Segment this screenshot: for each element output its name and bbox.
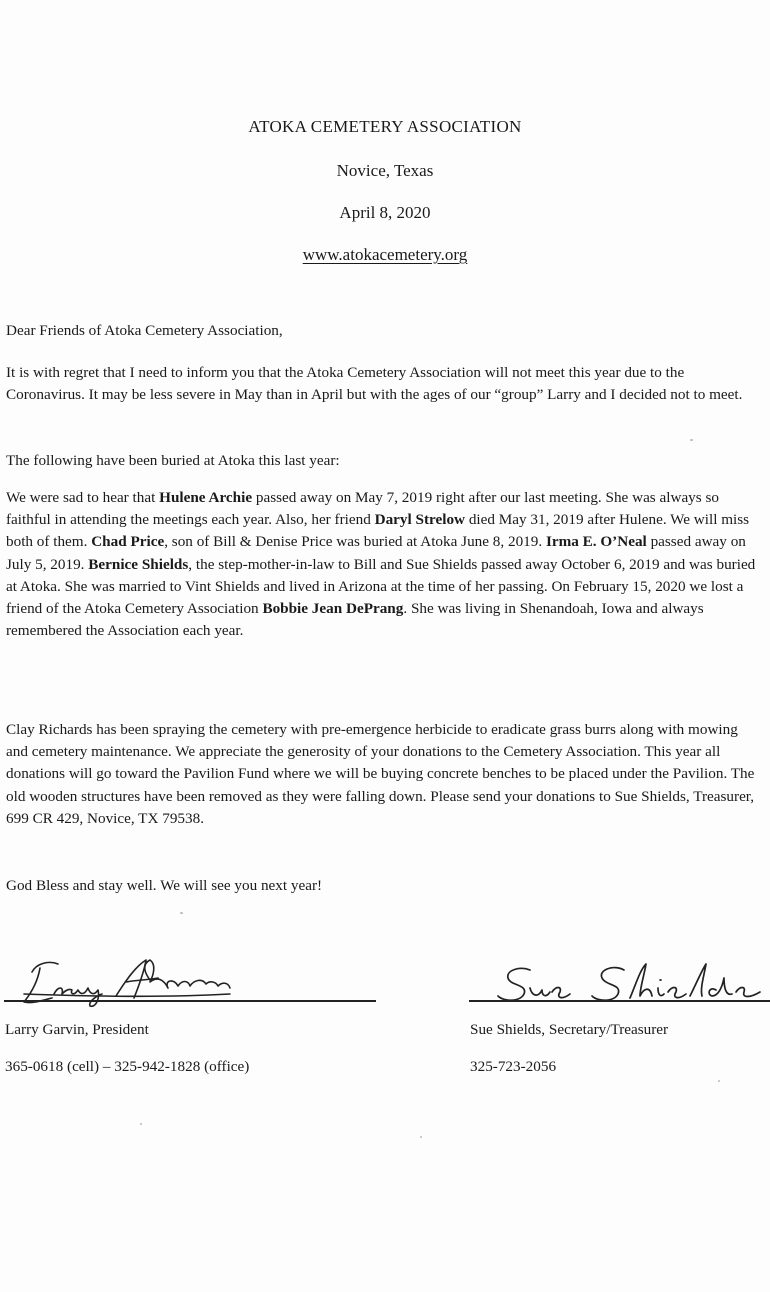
burials-text-5: passed away on July 5, 2019. xyxy=(6,533,746,573)
burials-text-3: died May 31, 2019 after Hulene. We will miss both of them. xyxy=(6,511,750,551)
name-daryl-strelow: Daryl Strelow xyxy=(374,511,466,529)
org-location: Novice, Texas xyxy=(336,161,434,180)
scan-speck xyxy=(180,912,183,914)
burials-text-6: , the step-mother-in-law to Bill and Sue Shields passed away October 6, 2019 and was buried at Atoka. She was married to Vint Shields and lived in Arizona at the time of her passing. On February 15, 2020 we lost a friend of the Atoka Cemetery Association xyxy=(6,555,756,618)
paragraph-meeting-cancelled: It is with regret that I need to inform you that the Atoka Cemetery Association will not meet this year due to the Coronavirus. It may be less severe in May than in April but with the ages of our “group” Larry and I decided not to meet. xyxy=(6,364,743,404)
burials-text-1: We were sad to hear that xyxy=(6,489,160,506)
burials-text-4: , son of Bill & Denise Price was buried at Atoka June 8, 2019. xyxy=(164,533,546,551)
name-chad-price: Chad Price xyxy=(91,533,165,551)
paragraph-burials xyxy=(6,487,762,642)
scan-speck xyxy=(690,439,693,441)
scan-speck xyxy=(718,1080,720,1082)
scan-speck xyxy=(140,1123,142,1125)
salutation: Dear Friends of Atoka Cemetery Association, xyxy=(6,322,283,339)
name-bobbie-jean-deprang: Bobbie Jean DePrang xyxy=(262,600,404,618)
signer-left-name-title: Larry Garvin, President xyxy=(5,1021,149,1038)
letter-date: April 8, 2020 xyxy=(339,203,431,222)
paragraph-burials-intro: The following have been buried at Atoka this last year: xyxy=(6,452,340,469)
burials-text-2: passed away on May 7, 2019 right after our last meeting. She was always so faithful in attending the meetings each year. Also, her friend xyxy=(6,489,719,529)
org-title: ATOKA CEMETERY ASSOCIATION xyxy=(248,117,522,136)
website-link[interactable]: www.atokacemetery.org xyxy=(302,245,468,264)
paragraph-closing: God Bless and stay well. We will see you next year! xyxy=(6,877,323,894)
name-bernice-shields: Bernice Shields xyxy=(88,555,189,573)
signer-right-name-title: Sue Shields, Secretary/Treasurer xyxy=(470,1021,669,1038)
signature-line-right xyxy=(469,1000,770,1002)
paragraph-donations: Clay Richards has been spraying the cemetery with pre-emergence herbicide to eradicate grass burrs along with mowing and cemetery maintenance. We appreciate the generosity of your donations to the Cemetery Association. This year all donations will go toward the Pavilion Fund where we will be buying concrete benches to be placed under the Pavilion. The old wooden structures have been removed as they were falling down. Please send your donations to Sue Shields, Treasurer, 699 CR 429, Novice, TX 79538. xyxy=(6,721,755,827)
name-hulene-archie: Hulene Archie xyxy=(159,489,253,506)
signature-line-left xyxy=(4,1000,376,1002)
signer-left-phones: 365-0618 (cell) – 325-942-1828 (office) xyxy=(5,1058,250,1075)
burials-text-7: . She was living in Shenandoah, Iowa and always remembered the Association each year. xyxy=(6,600,704,640)
scan-speck xyxy=(420,1136,422,1138)
signer-right-phones: 325-723-2056 xyxy=(470,1058,557,1075)
name-irma-oneal: Irma E. O’Neal xyxy=(545,533,647,551)
